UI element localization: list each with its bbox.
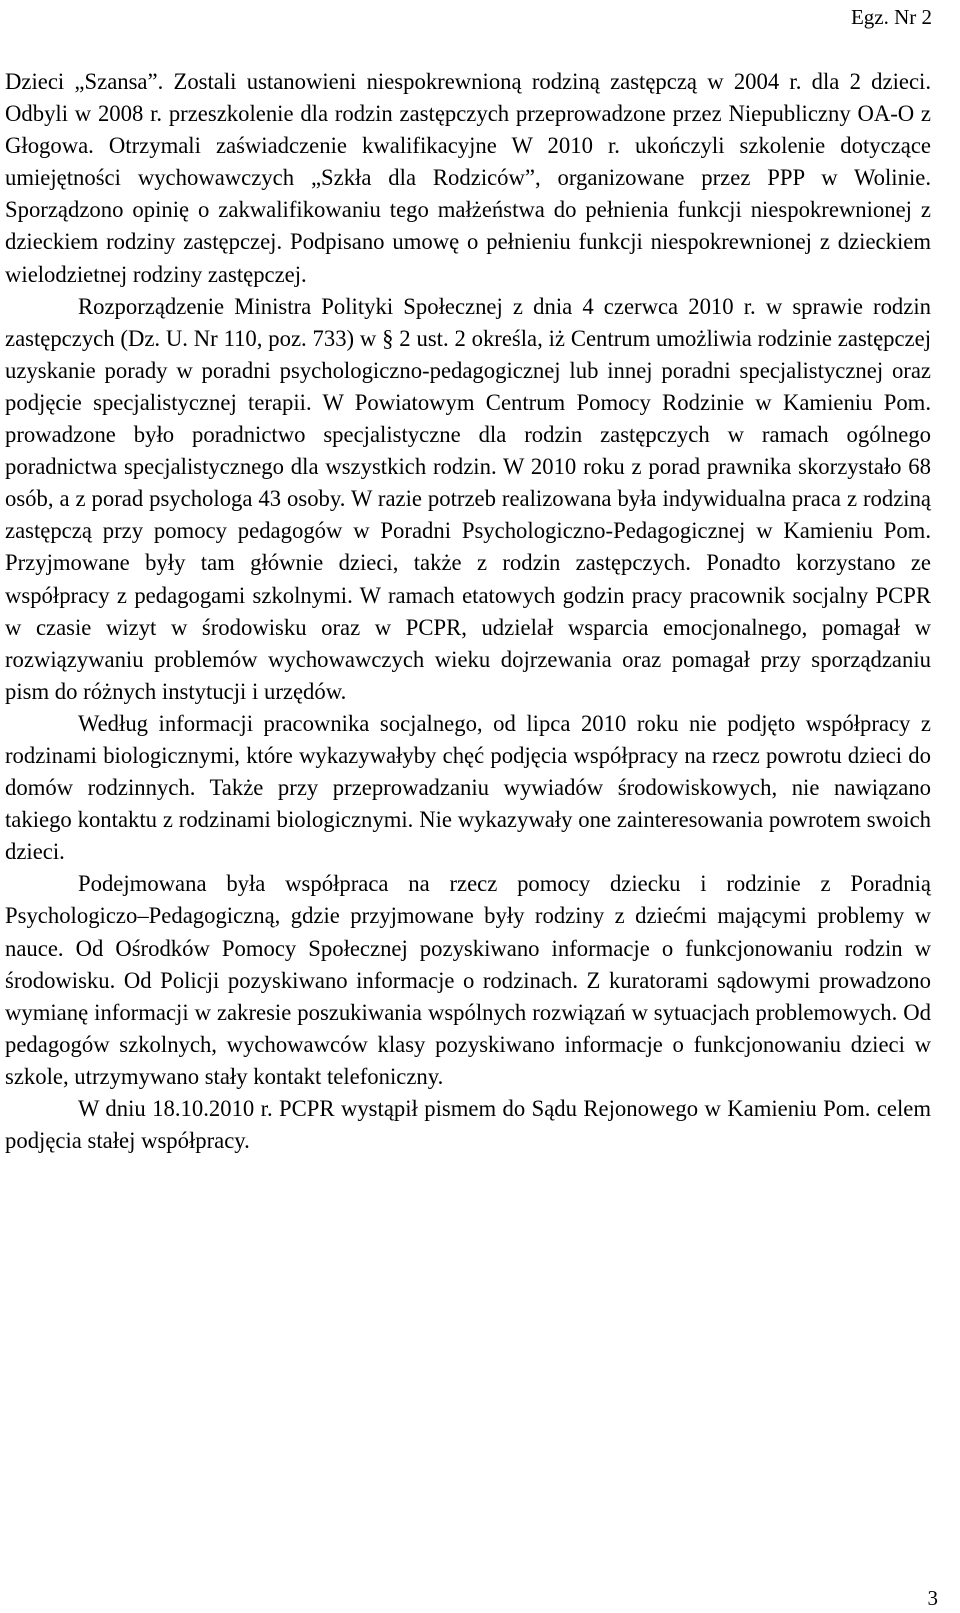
paragraph-regulation: Rozporządzenie Ministra Polityki Społecznej z dnia 4 czerwca 2010 r. w sprawie rodzin zastępczych (Dz. U. Nr 110, poz. 733) w § 2 ust. 2 określa, iż Centrum umożliwia rodzinie zastępczej uzyskanie porady w poradni psychologiczno-pedagogicznej lub innej poradni specjalistycznej oraz podjęcie specjalistycznej terapii. W Powiatowym Centrum Pomocy Rodzinie w Kamieniu Pom. prowadzone było poradnictwo specjalistyczne dla rodzin zastępczych w ramach ogólnego poradnictwa specjalistycznego dla wszystkich rodzin. W 2010 roku z porad prawnika skorzystało 68 osób, a z porad psychologa 43 osoby. W razie potrzeb realizowana była indywidualna praca z rodziną zastępczą przy pomocy pedagogów w Poradni Psychologiczno-Pedagogicznej w Kamieniu Pom. Przyjmowane były tam głównie dzieci, także z rodzin zastępczych. Ponadto korzystano ze współpracy z pedagogami szkolnymi. W ramach etatowych godzin pracy pracownik socjalny PCPR w czasie wizyt w środowisku oraz w PCPR, udzielał wsparcia emocjonalnego, pomagał w rozwiązywaniu problemów wychowawczych wieku dojrzewania oraz pomagał przy sporządzaniu pism do różnych instytucji i urzędów. [5, 293, 931, 704]
document-body [5, 66, 931, 1157]
copy-number-header: Egz. Nr 2 [850, 5, 932, 29]
paragraph-court-letter: W dniu 18.10.2010 r. PCPR wystąpił pismem do Sądu Rejonowego w Kamieniu Pom. celem podjęcia stałej współpracy. [5, 1096, 931, 1154]
paragraph-biological-families: Według informacji pracownika socjalnego, od lipca 2010 roku nie podjęto współpracy z rodzinami biologicznymi, które wykazywałyby chęć podjęcia współpracy na rzecz powrotu dzieci do domów rodzinnych. Także przy przeprowadzaniu wywiadów środowiskowych, nie nawiązano takiego kontaktu z rodzinami biologicznymi. Nie wykazywały one zainteresowania powrotem swoich dzieci. [5, 710, 931, 865]
page-number: 3 [927, 1586, 938, 1610]
paragraph-szansa-family: Dzieci „Szansa”. Zostali ustanowieni niespokrewnioną rodziną zastępczą w 2004 r. dla 2 dzieci. Odbyli w 2008 r. przeszkolenie dla rodzin zastępczych przeprowadzone przez Niepubliczny OA-O z Głogowa. Otrzymali zaświadczenie kwalifikacyjne W 2010 r. ukończyli szkolenie dotyczące umiejętności wychowawczych „Szkła dla Rodziców”, organizowane przez PPP w Wolinie. Sporządzono opinię o zakwalifikowaniu tego małżeństwa do pełnienia funkcji niespokrewnionej z dzieckiem rodziny zastępczej. Podpisano umowę o pełnieniu funkcji niespokrewnionej z dzieckiem wielodzietnej rodziny zastępczej. [5, 69, 931, 287]
paragraph-cooperation: Podejmowana była współpraca na rzecz pomocy dziecku i rodzinie z Poradnią Psychologiczo–Pedagogiczną, gdzie przyjmowane były rodziny z dziećmi mającymi problemy w nauce. Od Ośrodków Pomocy Społecznej pozyskiwano informacje o funkcjonowaniu rodzin w środowisku. Od Policji pozyskiwano informacje o rodzinach. Z kuratorami sądowymi prowadzono wymianę informacji w zakresie poszukiwania wspólnych rozwiązań w sytuacjach problemowych. Od pedagogów szkolnych, wychowawców klasy pozyskiwano informacje o funkcjonowaniu dzieci w szkole, utrzymywano stały kontakt telefoniczny. [5, 871, 931, 1089]
